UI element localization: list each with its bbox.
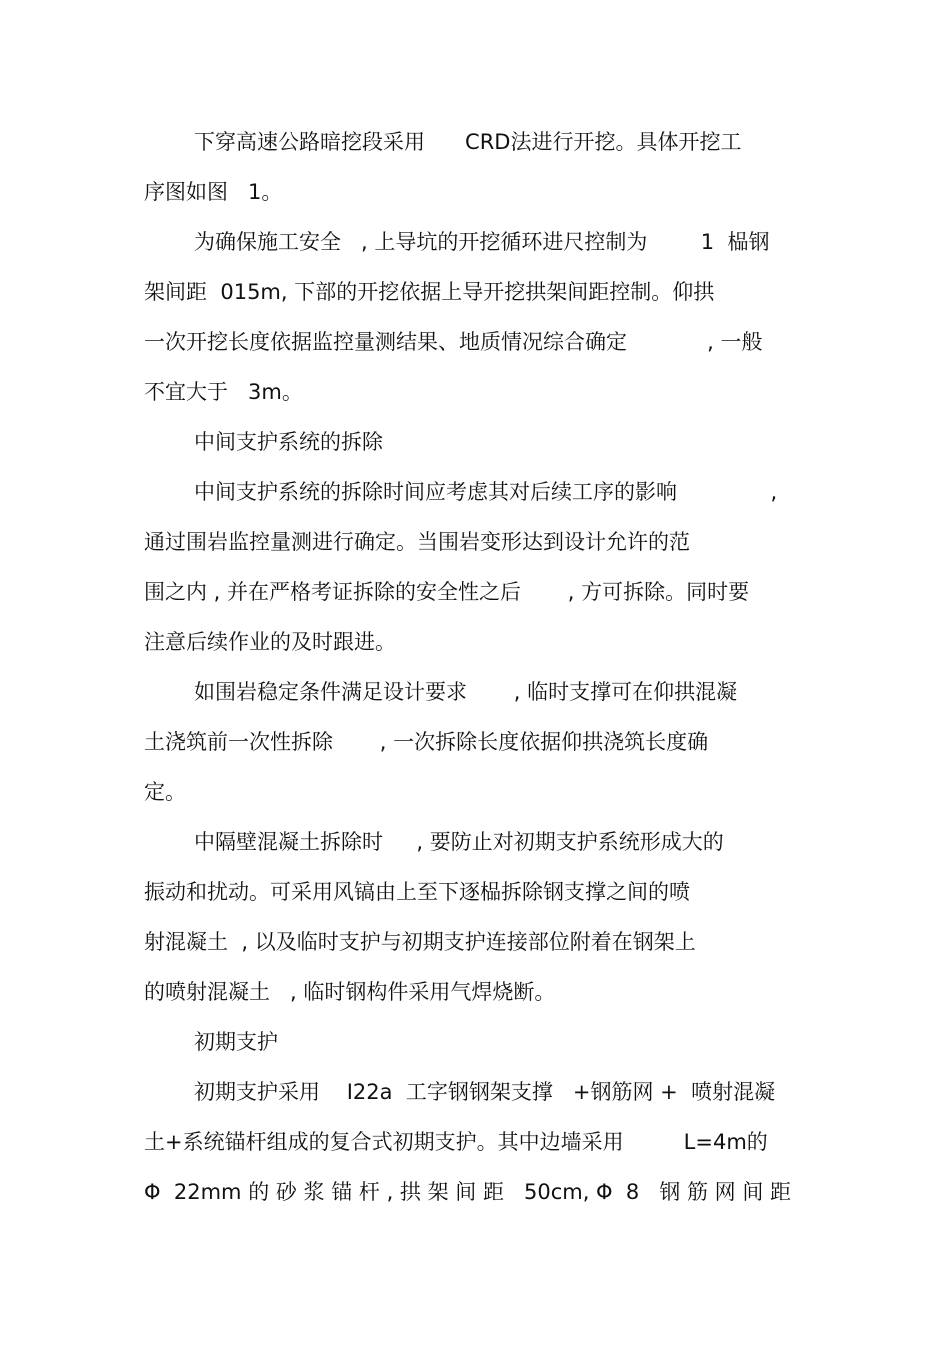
paragraph-line: 注意后续作业的及时跟进。 [144, 630, 396, 654]
paragraph-line: 土浇筑前一次性拆除 , 一次拆除长度依据仰拱浇筑长度确 [144, 730, 709, 754]
paragraph-line: 下穿高速公路暗挖段采用 CRD法进行开挖。具体开挖工 [194, 130, 742, 154]
paragraph-line: 的喷射混凝土 , 临时钢构件采用气焊烧断。 [144, 980, 556, 1004]
paragraph-line: 一次开挖长度依据监控量测结果、地质情况综合确定 , 一般 [144, 330, 763, 354]
paragraph-line: 围之内 , 并在严格考证拆除的安全性之后 , 方可拆除。同时要 [144, 580, 750, 604]
paragraph-line: 土+系统锚杆组成的复合式初期支护。其中边墙采用 L=4m的 [144, 1130, 768, 1154]
paragraph-line: 通过围岩监控量测进行确定。当围岩变形达到设计允许的范 [144, 530, 690, 554]
paragraph-line: 序图如图 1。 [144, 180, 283, 204]
paragraph-line: 中间支护系统的拆除时间应考虑其对后续工序的影响 , [194, 480, 778, 504]
paragraph-line: 初期支护采用 I22a 工字钢钢架支撑 +钢筋网 + 喷射混凝 [194, 1080, 776, 1104]
paragraph-line: 为确保施工安全 , 上导坑的开挖循环进尺控制为 1 榀钢 [194, 230, 770, 254]
section-heading: 中间支护系统的拆除 [194, 430, 383, 454]
section-heading: 初期支护 [194, 1030, 278, 1054]
paragraph-line: 架间距 015m, 下部的开挖依据上导开挖拱架间距控制。仰拱 [144, 280, 715, 304]
paragraph-line: 中隔壁混凝土拆除时 , 要防止对初期支护系统形成大的 [194, 830, 724, 854]
paragraph-line: 振动和扰动。可采用风镐由上至下逐榀拆除钢支撑之间的喷 [144, 880, 690, 904]
paragraph-line: 如围岩稳定条件满足设计要求 , 临时支撑可在仰拱混凝 [194, 680, 738, 704]
paragraph-line: 定。 [144, 780, 186, 804]
paragraph-line: 不宜大于 3m。 [144, 380, 303, 404]
paragraph-line: 射混凝土 , 以及临时支护与初期支护连接部位附着在钢架上 [144, 930, 696, 954]
paragraph-line: Φ 22mm 的 砂 浆 锚 杆 , 拱 架 间 距 50cm, Φ 8 钢 筋 网 间 距 [144, 1180, 792, 1204]
